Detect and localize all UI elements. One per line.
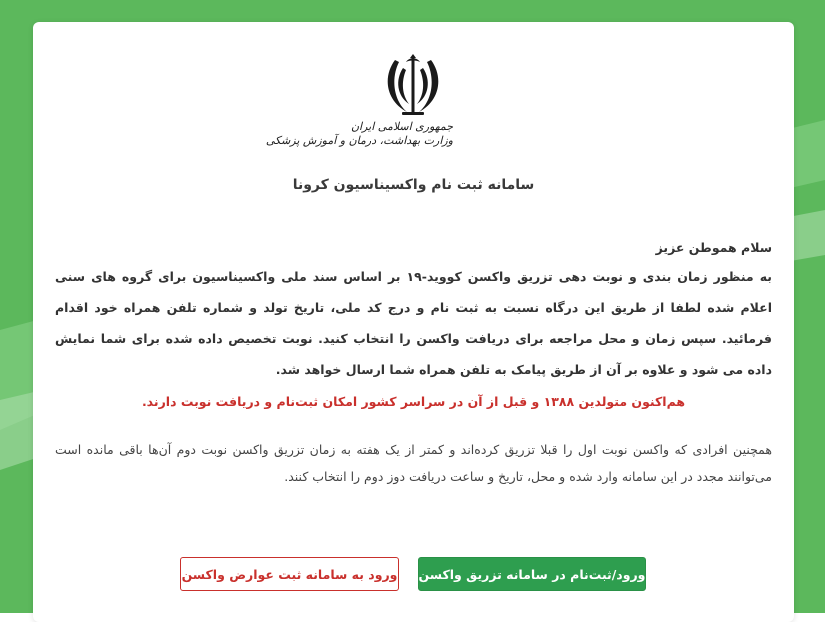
eligibility-notice: هم‌اکنون متولدین ۱۳۸۸ و قبل از آن در سراسر کشور امکان ثبت‌نام و دریافت نوبت دارند. xyxy=(141,394,686,409)
main-card xyxy=(33,22,794,622)
intro-paragraph: به منظور زمان بندی و نوبت دهی تزریق واکسن کووید-۱۹ بر اساس سند ملی واکسیناسیون برای گروه های سنی اعلام شده لطفا از طریق این درگاه نسبت به ثبت نام و درج کد ملی، تاریخ تولد و شماره تلفن همراه خود اقدام فرمائید. سپس زمان و محل مراجعه برای دریافت واکسن را انتخاب کنید. نوبت تخصیص داده شده برای شما نمایش داده می شود و علاوه بر آن از طریق پیامک به تلفن همراه شما ارسال خواهد شد. xyxy=(55,269,772,377)
iran-emblem-icon xyxy=(385,54,441,120)
page-title: سامانه ثبت نام واکسیناسیون کرونا xyxy=(292,177,535,193)
logo-line-country: جمهوری اسلامی ایران xyxy=(350,120,453,133)
intro-section xyxy=(55,235,772,385)
second-dose-paragraph: همچنین افرادی که واکسن نوبت اول را قبلا تزریق کرده‌اند و کمتر از یک هفته به زمان تزریق واکسن نوبت دوم آن‌ها باقی مانده است می‌توانند مجدد در این سامانه وارد شده و محل، تاریخ و ساعت دریافت دوز دوم را انتخاب کنند. xyxy=(55,442,772,484)
side-effects-login-button[interactable]: ورود به سامانه ثبت عوارض واکسن xyxy=(180,557,399,591)
vaccination-login-button[interactable]: ورود/ثبت‌نام در سامانه تزریق واکسن xyxy=(418,557,646,591)
greeting-text: سلام هموطن عزیز xyxy=(655,240,772,255)
logo-line-ministry: وزارت بهداشت، درمان و آموزش پزشکی xyxy=(265,134,453,147)
